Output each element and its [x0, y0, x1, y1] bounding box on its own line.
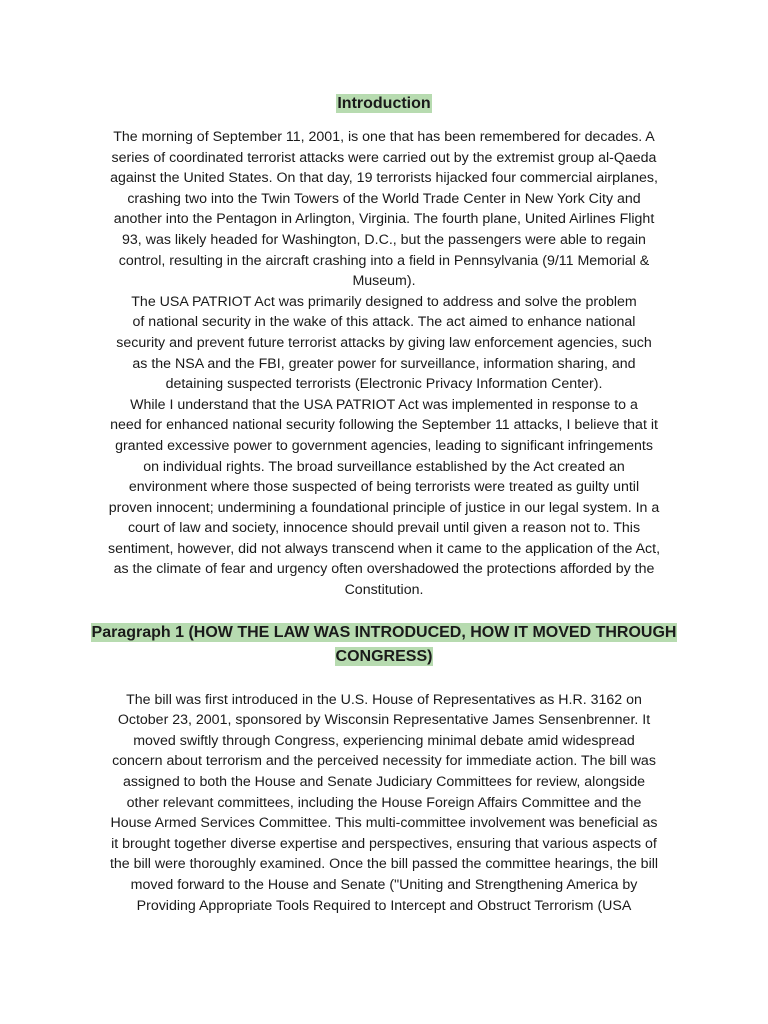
paragraph-1-heading [88, 621, 680, 669]
intro-paragraph-2: The USA PATRIOT Act was primarily designed to address and solve the problem of national security in the wake of this attack. The act aimed to enhance national security and prevent future terrorist attacks by giving law enforcement agencies, such as the NSA and the FBI, greater power for surveillance, information sharing, and detaining suspected terrorists (Electronic Privacy Information Center). [116, 293, 652, 393]
document-page [88, 92, 680, 916]
paragraph-1-body: The bill was first introduced in the U.S. House of Representatives as H.R. 3162 on October 23, 2001, sponsored by Wisconsin Representative James Sensenbrenner. It moved swiftly through Congress, experiencing minimal debate amid widespread concern about terrorism and the perceived necessity for immediate action. The bill was assigned to both the House and Senate Judiciary Committees for review, alongside other relevant committees, including the House Foreign Affairs Committee and the House Armed Services Committee. This multi-committee involvement was beneficial as it brought together diverse expertise and perspectives, ensuring that various aspects of the bill were thoroughly examined. Once the bill passed the committee hearings, the bill moved forward to the House and Senate ("Uniting and Strengthening America by Providing Appropriate Tools Required to Intercept and Obstruct Terrorism (USA [109, 691, 659, 914]
paragraph-1-heading-text: Paragraph 1 (HOW THE LAW WAS INTRODUCED, HOW IT MOVED THROUGH CONGRESS) [91, 623, 677, 665]
intro-paragraph-3: While I understand that the USA PATRIOT Act was implemented in response to a need for enhanced national security following the September 11 attacks, I believe that it granted excessive power to government agencies, leading to significant infringements on individual rights. The broad surveillance established by the Act created an environment where those suspected of being terrorists were treated as guilty until proven innocent; undermining a foundational principle of justice in our legal system. In a court of law and society, innocence should prevail until given a reason not to. This sentiment, however, did not always transcend when it came to the application of the Act, as the climate of fear and urgency often overshadowed the protections afforded by the Constitution. [107, 396, 661, 599]
intro-paragraph-1: The morning of September 11, 2001, is one that has been remembered for decades. A series of coordinated terrorist attacks were carried out by the extremist group al-Qaeda against the United States. On that day, 19 terrorists hijacked four commercial airplanes, crashing two into the Twin Towers of the World Trade Center in New York City and another into the Pentagon in Arlington, Virginia. The fourth plane, United Airlines Flight 93, was likely headed for Washington, D.C., but the passengers were able to regain control, resulting in the aircraft crashing into a field in Pennsylvania (9/11 Memorial & Museum). [110, 129, 658, 290]
introduction-heading [88, 92, 680, 116]
introduction-heading-text: Introduction [337, 95, 431, 112]
